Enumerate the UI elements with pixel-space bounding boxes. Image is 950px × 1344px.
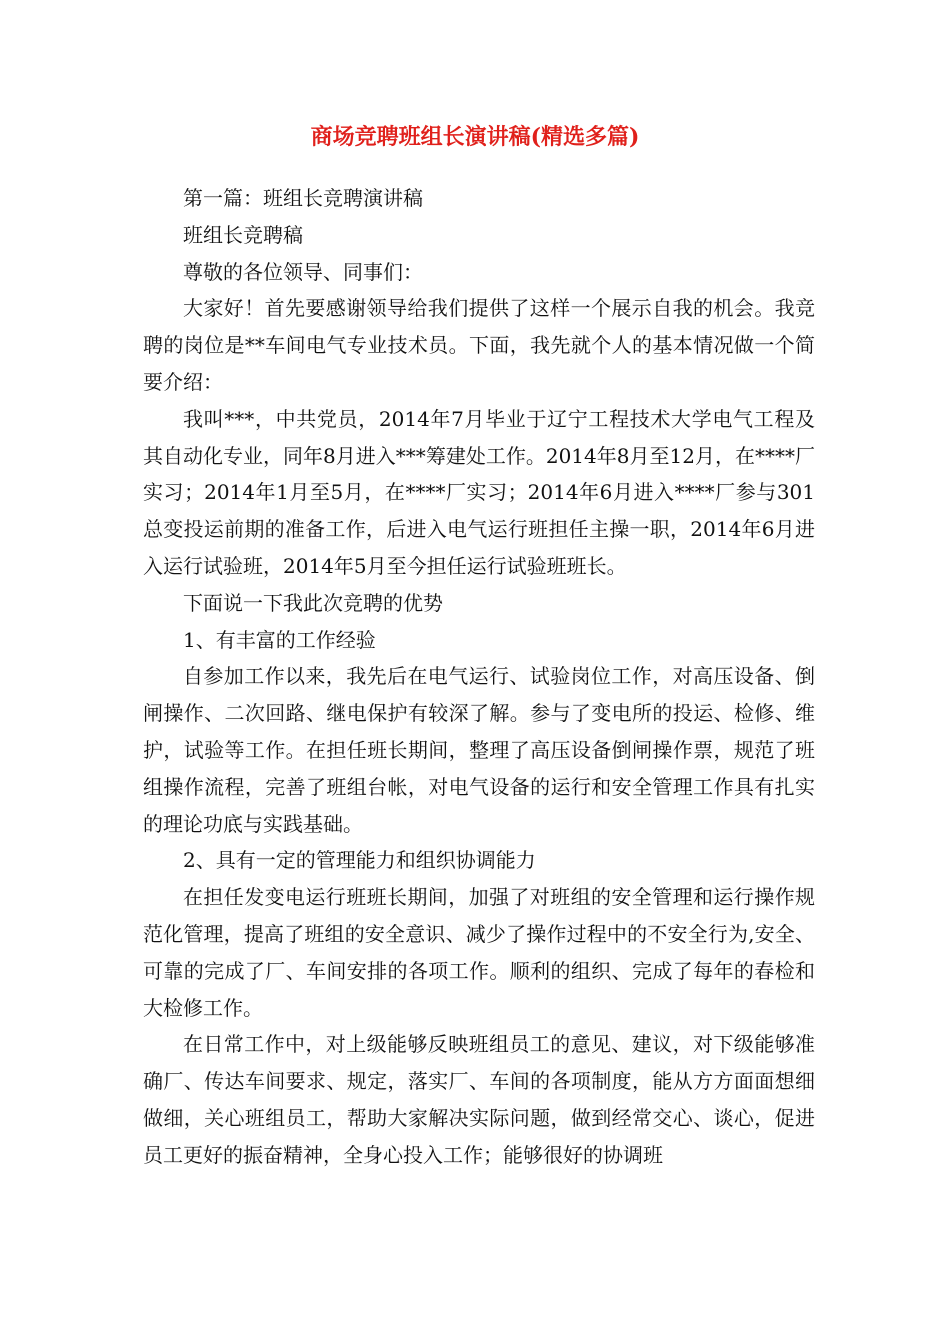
paragraph-background: 我叫***，中共党员，2014年7月毕业于辽宁工程技术大学电气工程及其自动化专业，同年8月进入***筹建处工作。2014年8月至12月，在****厂实习；2014年1月至5月，在****厂实习；2014年6月进入****厂参与301总变投运前期的准备工作，后进入电气运行班担任主操一职，2014年6月进入运行试验班，2014年5月至今担任运行试验班班长。 [143, 406, 815, 578]
advantage-heading-1: 1、有丰富的工作经验 [183, 627, 376, 652]
advantage-heading-2: 2、具有一定的管理能力和组织协调能力 [183, 848, 536, 873]
paragraph-intro: 大家好！首先要感谢领导给我们提供了这样一个展示自我的机会。我竞聘的岗位是**车间电气专业技术员。下面，我先就个人的基本情况做一个简要介绍： [143, 296, 815, 394]
document-body [143, 180, 815, 1174]
salutation: 尊敬的各位领导、同事们： [183, 259, 423, 284]
paragraph-daily-work: 在日常工作中，对上级能够反映班组员工的意见、建议，对下级能够准确厂、传达车间要求、规定，落实厂、车间的各项制度，能从方方面面想细做细，关心班组员工，帮助大家解决实际问题，做到经常交心、谈心，促进员工更好的振奋精神，全身心投入工作；能够很好的协调班 [143, 1032, 815, 1167]
document-title: 商场竞聘班组长演讲稿(精选多篇) [310, 124, 640, 150]
paragraph-experience: 自参加工作以来，我先后在电气运行、试验岗位工作，对高压设备、倒闸操作、二次回路、继电保护有较深了解。参与了变电所的投运、检修、维护，试验等工作。在担任班长期间，整理了高压设备倒闸操作票，规范了班组操作流程，完善了班组台帐，对电气设备的运行和安全管理工作具有扎实的理论功底与实践基础。 [143, 664, 815, 836]
section-heading: 第一篇：班组长竞聘演讲稿 [183, 186, 423, 210]
speech-title: 班组长竞聘稿 [183, 222, 303, 247]
paragraph-management: 在担任发变电运行班班长期间，加强了对班组的安全管理和运行操作规范化管理，提高了班组的安全意识、减少了操作过程中的不安全行为,安全、可靠的完成了厂、车间安排的各项工作。顺利的组织、完成了每年的春检和大检修工作。 [143, 885, 815, 1020]
paragraph-advantages-lead: 下面说一下我此次竞聘的优势 [183, 590, 443, 615]
